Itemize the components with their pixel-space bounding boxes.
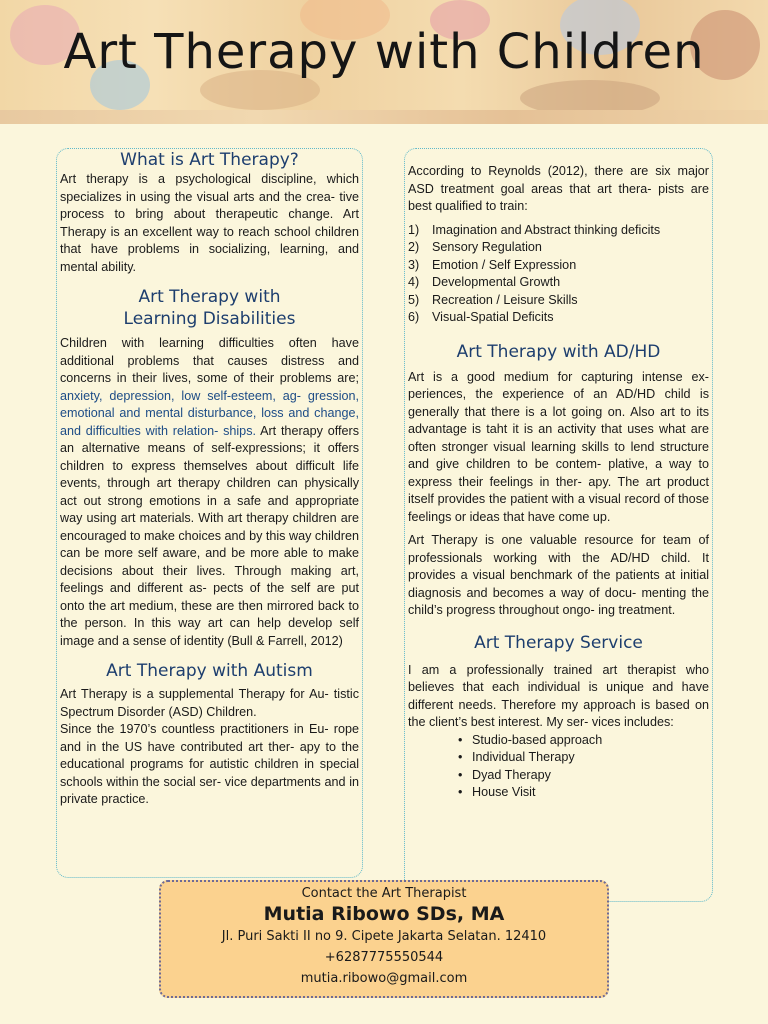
list-item: 4) Developmental Growth <box>408 275 561 289</box>
goal-areas-list <box>408 222 709 327</box>
header-banner <box>0 0 768 124</box>
section-title-adhd: Art Therapy with AD/HD <box>456 341 661 362</box>
reynolds-intro-text: According to Reynolds (2012), there are six major ASD treatment goal areas that art thera- pists are best qualified to train: <box>408 164 709 213</box>
section-title-learning-disabilities-line2: Learning Disabilities <box>123 309 296 329</box>
learning-disabilities-text-a: Children with learning difficulties often have additional problems that causes distress and concerns in their lives, some of their problems are; <box>60 336 359 385</box>
list-item: 6) Visual-Spatial Deficits <box>408 310 554 324</box>
right-column <box>404 148 713 902</box>
autism-text-2: Since the 1970’s countless practitioners in Eu- rope and in the US have contributed art ther- apy to the educational programs for autistic children in special schools within the social ser- vice departments and in private practice. <box>60 722 359 806</box>
what-is-art-therapy-text: Art therapy is a psychological discipline, which specializes in using the visual arts and the crea- tive process to bring about therapeutic change. Art Therapy is an excellent way to reach school children that have problems in socializing, learning, and mental ability. <box>60 172 359 274</box>
contact-box <box>159 880 609 998</box>
list-item: • House Visit <box>472 784 709 802</box>
autism-text-1: Art Therapy is a supplemental Therapy for Au- tistic Spectrum Disorder (ASD) Children. <box>60 687 359 719</box>
learning-disabilities-problems: anxiety, depression, low self-esteem, ag- gression, emotional and mental disturbance, loss and change, and difficulties with relation- ships. <box>60 388 359 438</box>
section-title-autism: Art Therapy with Autism <box>106 661 313 681</box>
contact-address: Jl. Puri Sakti II no 9. Cipete Jakarta Selatan. 12410 <box>221 929 547 944</box>
left-column <box>56 148 363 878</box>
page-title: Art Therapy with Children <box>63 24 705 80</box>
adhd-text-1: Art is a good medium for capturing intense ex- periences, the experience of an AD/HD child is generally that there is a lot going on. Also art to its advantage is taht it is an activity that uses what are often stronger visual learning skills to lend structure and give children to be contem- plative, a way to express their feelings in ther- apy. The art product itself provides the patient with a visual record of those feelings or ideas that have come up. <box>408 369 709 524</box>
contact-label: Contact the Art Therapist <box>301 886 467 901</box>
section-title-what-is-art-therapy: What is Art Therapy? <box>120 150 299 170</box>
list-item: • Studio-based approach <box>472 732 709 750</box>
section-title-service: Art Therapy Service <box>474 632 643 653</box>
section-title-learning-disabilities-line1: Art Therapy with <box>138 287 281 307</box>
list-item: 2) Sensory Regulation <box>408 240 542 254</box>
list-item: 3) Emotion / Self Expression <box>408 257 577 272</box>
header-bottom-band <box>0 110 768 124</box>
list-item: 1) Imagination and Abstract thinking deficits <box>408 222 661 237</box>
service-text: I am a professionally trained art therapist who believes that each individual is unique and have different needs. Therefore my approach is based on the client’s best interest. My ser- vices includes: <box>408 662 709 729</box>
learning-disabilities-text <box>60 335 359 650</box>
adhd-text-2: Art Therapy is one valuable resource for team of professionals working with the AD/HD child. It provides a visual benchmark of the patients at initial diagnosis and becomes a way of docu- menting the child’s progress throughout ongo- ing treatment. <box>408 533 709 617</box>
list-item: 5) Recreation / Leisure Skills <box>408 292 578 307</box>
contact-phone[interactable]: +6287775550544 <box>324 950 444 965</box>
therapist-name: Mutia Ribowo SDs, MA <box>263 903 505 925</box>
list-item: • Dyad Therapy <box>472 767 709 785</box>
contact-email[interactable]: mutia.ribowo@gmail.com <box>300 971 468 986</box>
learning-disabilities-text-b: Art therapy offers an alternative means of self-expressions; it offers children to express themselves about difficult life events, through art therapy children can physically act out strong emotions in a safe and appropriate way using art materials. With art therapy children are encouraged to make choices and by this way children can be more self aware, and be more able to make decisions about their lives. Through making art, feelings and different as- pects of the self are put onto the art medium, these are then mirrored back to the person. In this way art can help develop self image and a sense of identity (Bull & Farrell, 2012) <box>60 423 359 648</box>
list-item: • Individual Therapy <box>472 749 709 767</box>
services-list <box>408 732 709 802</box>
